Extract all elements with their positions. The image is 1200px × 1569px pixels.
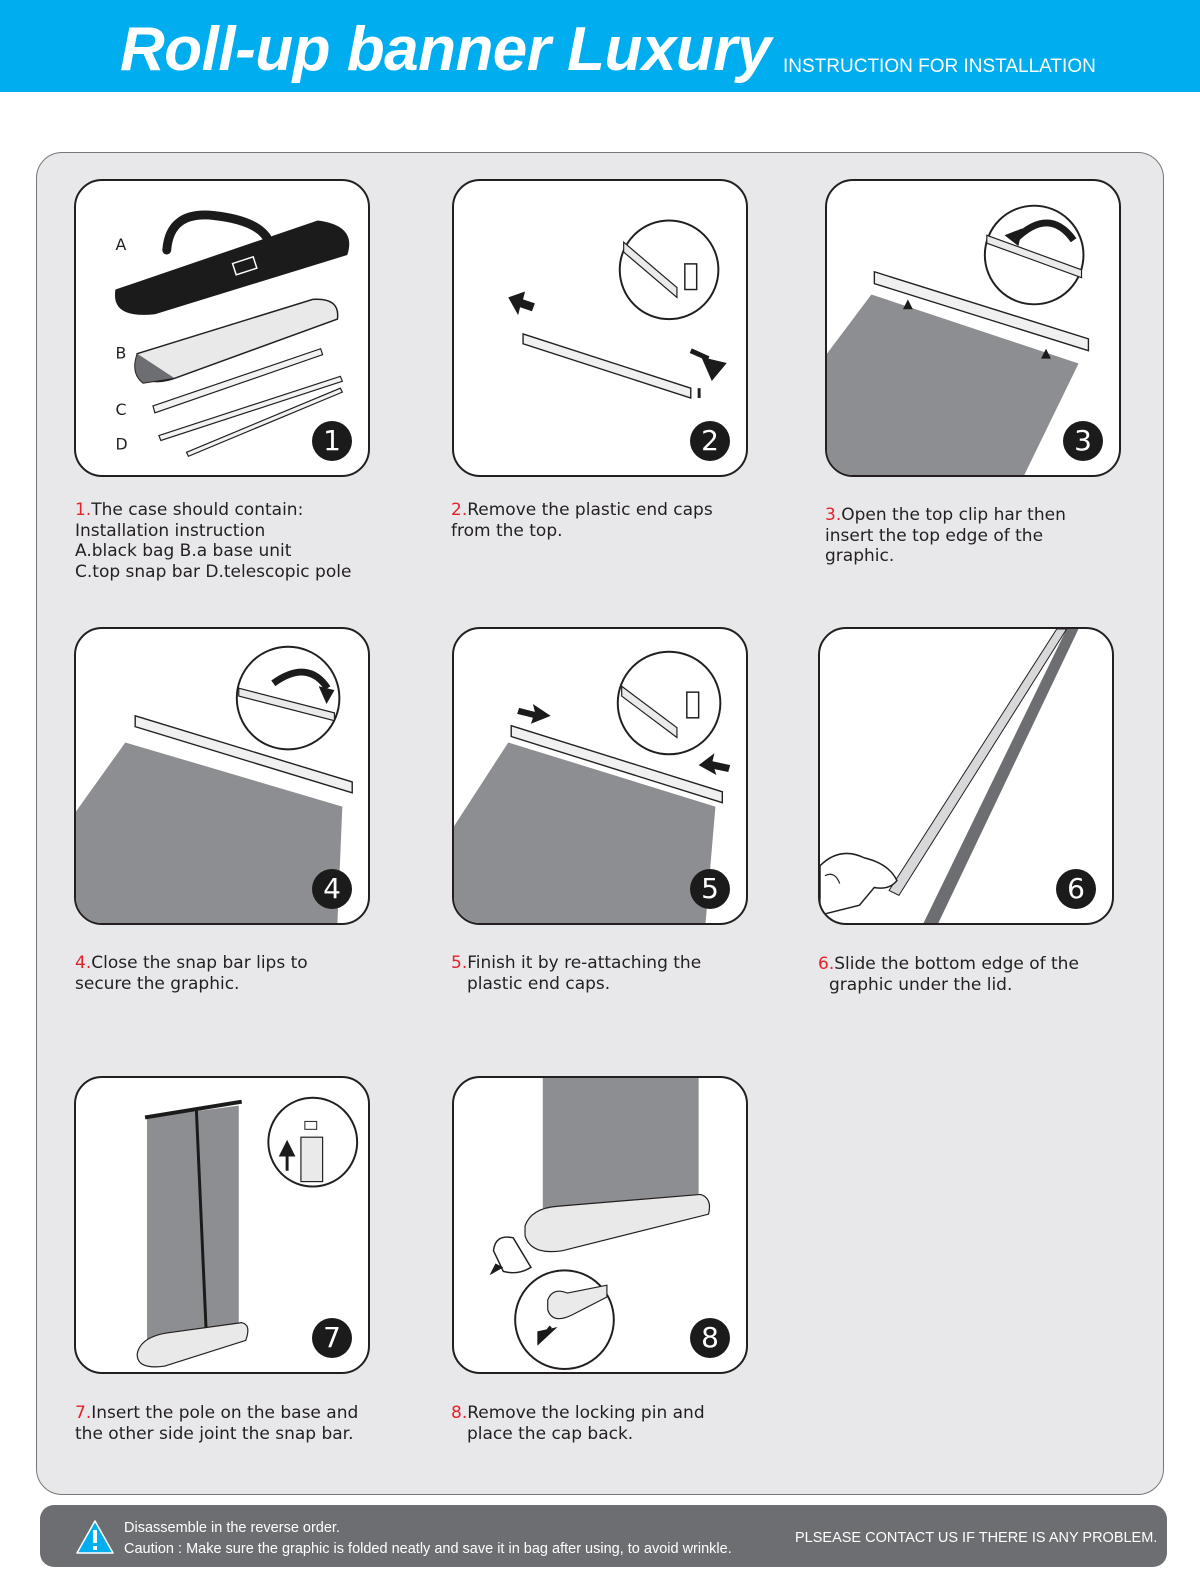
step-1-caption (75, 500, 395, 582)
step-1-line-4: C.top snap bar D.telescopic pole (75, 561, 352, 582)
page-subtitle: INSTRUCTION FOR INSTALLATION (783, 56, 1096, 77)
step-5-caption (451, 953, 771, 994)
step-7-number: 7. (75, 1403, 92, 1423)
step-3-line-1: Open the top clip har then (841, 505, 1066, 525)
step-badge-4: 4 (312, 869, 352, 909)
step-badge-5: 5 (690, 869, 730, 909)
step-1-line-3: A.black bag B.a base unit (75, 541, 292, 561)
step-1-illustration (74, 179, 370, 477)
step-4-line-1: Close the snap bar lips to (91, 953, 308, 973)
step-3-line-3: graphic. (825, 546, 895, 566)
step-5-number: 5. (451, 953, 468, 973)
step-2-line-1: Remove the plastic end caps (467, 500, 713, 520)
footer-contact-note: PLSEASE CONTACT US IF THERE IS ANY PROBLEM. (795, 1530, 1158, 1546)
footer-disassemble-note: Disassemble in the reverse order. (124, 1520, 340, 1536)
step-6-line-1: Slide the bottom edge of the (834, 954, 1079, 974)
step-badge-3: 3 (1063, 421, 1103, 461)
arrow-left-icon (699, 753, 731, 775)
detail-circle (515, 1270, 614, 1369)
step-badge-1: 1 (312, 421, 352, 461)
step-8-line-2: place the cap back. (467, 1423, 634, 1444)
step-badge-6: 6 (1056, 869, 1096, 909)
step-7-illustration (74, 1076, 370, 1374)
step-1-line-2: Installation instruction (75, 520, 266, 541)
arrow-up-icon (903, 299, 913, 309)
step-badge-7: 7 (312, 1318, 352, 1358)
step-2-illustration (452, 179, 748, 477)
step-4-caption (75, 953, 395, 994)
step-7-line-1: Insert the pole on the base and (91, 1403, 359, 1423)
step-1-line-1: The case should contain: (91, 500, 304, 520)
end-cap (687, 692, 699, 718)
page-title: Roll-up banner Luxury (120, 15, 771, 84)
arrow-right-icon (691, 351, 723, 377)
banner-graphic (543, 1078, 699, 1214)
snap-bar (523, 334, 691, 398)
hand-illustration (820, 853, 897, 915)
step-badge-2: 2 (690, 421, 730, 461)
label-d: D (115, 434, 128, 454)
step-6-number: 6. (818, 954, 835, 974)
step-6-line-2: graphic under the lid. (829, 974, 1013, 995)
step-8-illustration (452, 1076, 748, 1374)
graphic-edge (889, 629, 1067, 895)
banner-graphic (147, 1106, 239, 1350)
warning-icon (76, 1519, 114, 1555)
detail-circle (620, 220, 719, 319)
label-b: B (115, 343, 127, 363)
step-7-line-2: the other side joint the snap bar. (75, 1423, 354, 1444)
step-1-number: 1. (75, 500, 92, 520)
step-2-caption (451, 500, 771, 541)
step-3-line-2: insert the top edge of the (825, 525, 1044, 546)
step-4-number: 4. (75, 953, 92, 973)
step-8-caption (451, 1403, 771, 1444)
step-4-line-2: secure the graphic. (75, 973, 240, 994)
step-7-caption (75, 1403, 395, 1444)
arrow-right-icon (517, 704, 551, 724)
step-5-line-1: Finish it by re-attaching the (467, 953, 702, 973)
graphic-sheet (454, 742, 715, 923)
step-3-number: 3. (825, 505, 842, 525)
step-2-line-2: from the top. (451, 520, 563, 541)
graphic-sheet (827, 294, 1079, 475)
step-5-line-2: plastic end caps. (467, 973, 611, 994)
step-2-number: 2. (451, 500, 468, 520)
step-badge-8: 8 (690, 1318, 730, 1358)
arrow-left-icon (508, 292, 535, 316)
step-6-illustration (818, 627, 1114, 925)
step-3-caption (825, 505, 1145, 567)
header-banner (0, 0, 1200, 92)
step-3-illustration (825, 179, 1121, 477)
step-5-illustration (452, 627, 748, 925)
lid-edge (924, 629, 1079, 923)
base-unit (137, 299, 338, 381)
step-6-caption (818, 954, 1138, 995)
step-4-illustration (74, 627, 370, 925)
step-8-line-1: Remove the locking pin and (467, 1403, 705, 1423)
footer-caution-note: Caution : Make sure the graphic is folded neatly and save it in bag after using, to avoid wrinkle. (124, 1541, 732, 1557)
footer-bar (40, 1505, 1167, 1567)
label-a: A (115, 235, 127, 255)
step-8-number: 8. (451, 1403, 468, 1423)
label-c: C (115, 399, 127, 419)
end-cap (685, 264, 697, 290)
